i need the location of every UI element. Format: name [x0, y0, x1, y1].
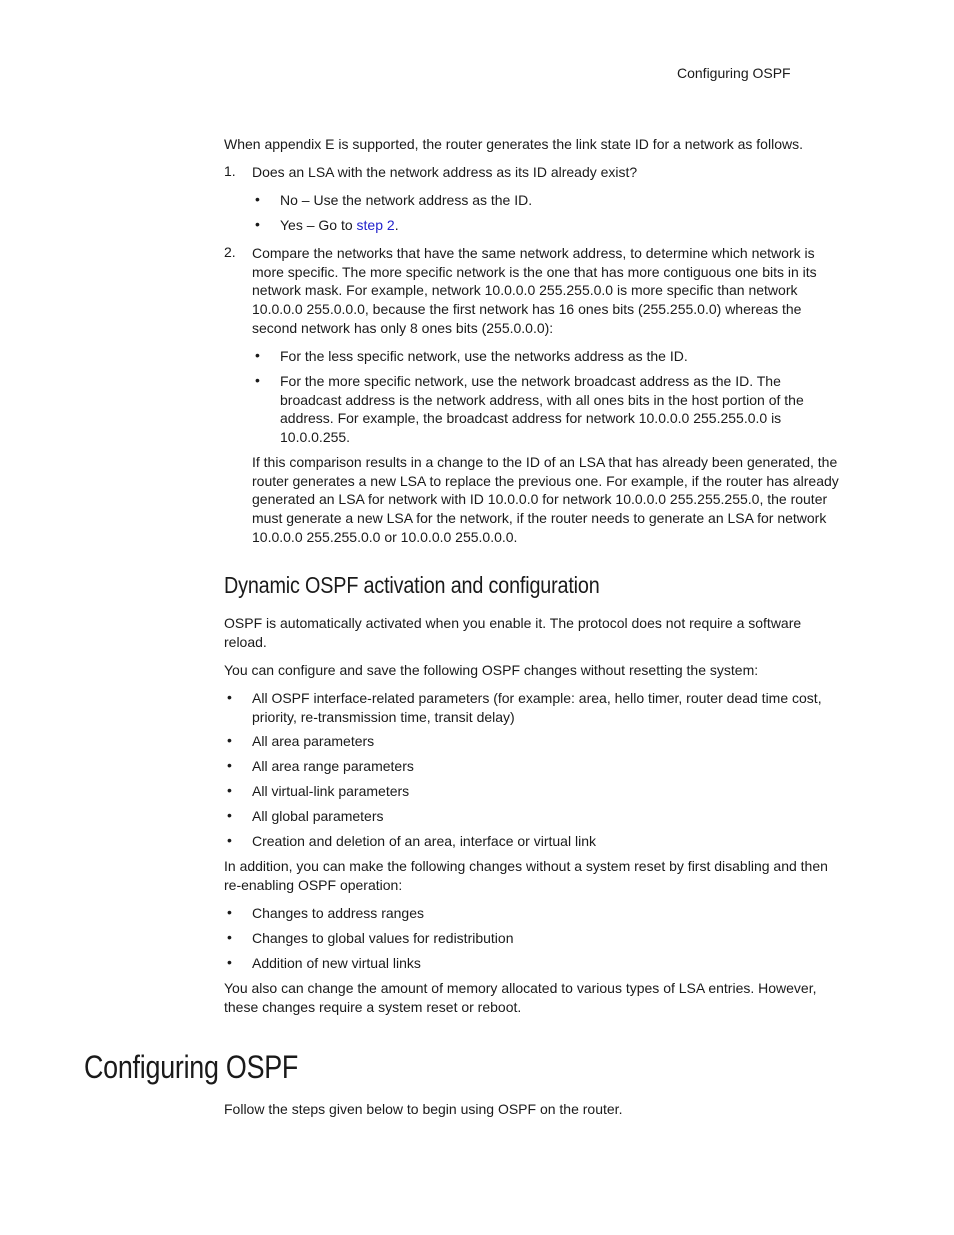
bullet-marker: •	[255, 347, 260, 363]
dynamic-para-3	[224, 857, 828, 894]
step-2-bullet-more-specific	[280, 372, 804, 447]
step-2-number: 2.	[224, 244, 236, 260]
text-line: If this comparison results in a change to the ID of an LSA that has already been generated, the	[252, 454, 838, 470]
list2-item: Changes to global values for redistribution	[252, 930, 514, 946]
text-line: generated an LSA for network with ID 10.0.0.0 for network 10.0.0.0 255.255.255.0, the router	[252, 491, 828, 508]
step-2-bullet-less-specific	[280, 347, 688, 366]
text-line: more specific. The more specific network is the one that has more contiguous one bits in its	[252, 263, 817, 280]
step-1-bullet-no: No – Use the network address as the ID.	[280, 192, 533, 208]
configuring-para: Follow the steps given below to begin using OSPF on the router.	[224, 1101, 623, 1117]
step-1-number: 1.	[224, 163, 236, 179]
bullet-marker: •	[255, 216, 260, 232]
text-line: For the less specific network, use the networks address as the ID.	[280, 348, 688, 364]
step-2-link[interactable]: step 2	[356, 217, 395, 233]
section-heading-dynamic-ospf: Dynamic OSPF activation and configuration	[224, 572, 600, 598]
text-line: All OSPF interface-related parameters (for example: area, hello timer, router dead time cost,	[252, 690, 822, 706]
bullet-marker: •	[227, 904, 232, 920]
intro-paragraph: When appendix E is supported, the router generates the link state ID for a network as follows.	[224, 136, 803, 152]
text-line: address. For example, the broadcast address for network 10.0.0.0 255.255.0.0 is	[280, 410, 782, 427]
dynamic-para-4	[224, 979, 817, 1016]
list1-item: All area parameters	[252, 733, 375, 749]
text-line: 10.0.0.255.	[280, 429, 351, 446]
bullet-marker: •	[227, 757, 232, 773]
list1-item: Creation and deletion of an area, interface or virtual link	[252, 833, 596, 849]
bullet-yes-prefix: Yes – Go to	[280, 217, 357, 233]
text-line: 10.0.0.0 255.255.0.0 or 10.0.0.0 255.0.0.0.	[252, 528, 518, 545]
text-line: OSPF is automatically activated when you enable it. The protocol does not require a software	[224, 615, 802, 631]
step-2-followup	[252, 453, 839, 547]
dynamic-para-2: You can configure and save the following OSPF changes without resetting the system:	[224, 662, 759, 678]
text-line: must generate a new LSA for the network, if the router needs to generate an LSA for network	[252, 510, 827, 527]
text-line: Compare the networks that have the same network address, to determine which network is	[252, 245, 815, 261]
text-line: these changes require a system reset or reboot.	[224, 998, 522, 1015]
text-line: router generates a new LSA to replace the previous one. For example, if the router has already	[252, 472, 839, 489]
text-line: network mask. For example, network 10.0.0.0 255.255.0.0 is more specific than network	[252, 282, 798, 299]
bullet-marker: •	[255, 191, 260, 207]
bullet-marker: •	[227, 689, 232, 705]
list1-item: All area range parameters	[252, 758, 414, 774]
bullet-marker: •	[227, 954, 232, 970]
step-2-text	[252, 244, 817, 338]
section-heading-configuring-ospf: Configuring OSPF	[84, 1049, 299, 1085]
list2-item: Changes to address ranges	[252, 905, 424, 921]
list1-item: All global parameters	[252, 808, 384, 824]
text-line: reload.	[224, 633, 267, 650]
running-header: Configuring OSPF	[677, 65, 791, 81]
text-line: second network has only 8 ones bits (255.0.0.0):	[252, 319, 554, 336]
bullet-yes-suffix: .	[394, 217, 399, 233]
dynamic-para-1	[224, 614, 801, 651]
bullet-marker: •	[255, 372, 260, 388]
bullet-marker: •	[227, 807, 232, 823]
text-line: You also can change the amount of memory allocated to various types of LSA entries. However,	[224, 980, 817, 996]
text-line: For the more specific network, use the network broadcast address as the ID. The	[280, 373, 781, 389]
list1-item: All virtual-link parameters	[252, 783, 410, 799]
text-line: priority, re-transmission time, transit delay)	[252, 708, 515, 725]
text-line: 10.0.0.0 255.0.0.0, because the first network has 16 ones bits (255.255.0.0) whereas the	[252, 301, 802, 318]
text-line: re-enabling OSPF operation:	[224, 876, 403, 893]
bullet-marker: •	[227, 732, 232, 748]
list2-item: Addition of new virtual links	[252, 955, 421, 971]
text-line: In addition, you can make the following changes without a system reset by first disabling and then	[224, 858, 828, 874]
step-1-bullet-yes	[280, 216, 399, 235]
bullet-marker: •	[227, 832, 232, 848]
list1-item	[252, 689, 822, 726]
step-1-text: Does an LSA with the network address as its ID already exist?	[252, 164, 638, 180]
bullet-marker: •	[227, 929, 232, 945]
text-line: broadcast address is the network address, with all ones bits in the host portion of the	[280, 391, 804, 408]
bullet-marker: •	[227, 782, 232, 798]
